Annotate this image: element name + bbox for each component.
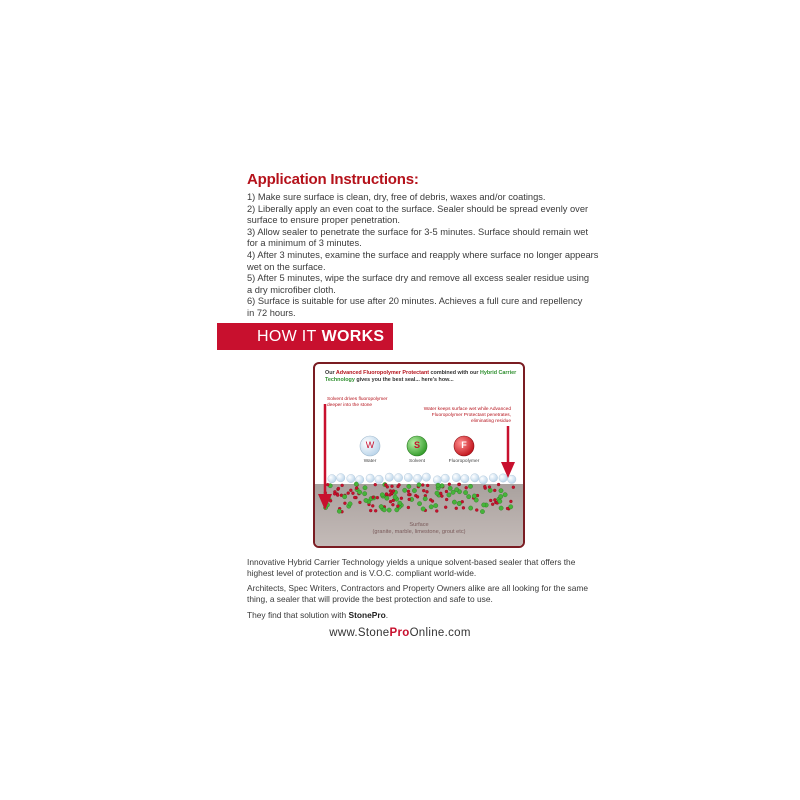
- water-droplet: [328, 474, 336, 482]
- paragraph-technology: Innovative Hybrid Carrier Technology yields a unique solvent-based sealer that offers the highest level of protection and is V.O.C. compliant world-wide.: [247, 557, 576, 578]
- url-part: www.Stone: [329, 627, 390, 639]
- step-line-cont: in 72 hours.: [247, 307, 296, 318]
- solvent-particle: [363, 486, 367, 490]
- step-line: 2) Liberally apply an even coat to the surface. Sealer should be spread evenly over: [247, 203, 589, 214]
- solvent-particle: [354, 482, 358, 486]
- fluoropolymer-particle: [385, 493, 388, 496]
- solvent-particle: [498, 499, 502, 503]
- header-text: Our: [325, 370, 336, 376]
- water-droplet: [337, 474, 345, 482]
- fluoropolymer-particle: [397, 485, 400, 488]
- step-line: 5) After 5 minutes, wipe the surface dry and remove all excess sealer residue using: [247, 273, 590, 284]
- fluoropolymer-particle: [408, 498, 411, 501]
- solvent-particle: [466, 494, 470, 498]
- solvent-particle: [429, 505, 433, 509]
- molecule-letter-f: F: [461, 440, 467, 450]
- solvent-particle: [362, 491, 366, 495]
- fluoropolymer-particle: [509, 500, 512, 503]
- step-line-cont: a dry microfiber cloth.: [247, 284, 336, 295]
- fluoropolymer-particle: [358, 501, 361, 504]
- fluoropolymer-particle: [374, 509, 377, 512]
- solvent-particle: [348, 502, 352, 506]
- step-4: [247, 250, 607, 273]
- solution-suffix: .: [385, 610, 389, 620]
- surface-subtitle: (granite, marble, limestone, grout etc): [372, 529, 466, 535]
- water-droplet: [433, 476, 441, 484]
- solvent-particle: [503, 493, 507, 497]
- fluoropolymer-particle: [396, 505, 399, 508]
- solvent-particle: [488, 488, 492, 492]
- water-droplet: [422, 473, 430, 481]
- solvent-particle: [480, 509, 484, 513]
- fluoropolymer-particle: [384, 483, 387, 486]
- fluoropolymer-particle: [422, 489, 425, 492]
- water-droplet: [452, 473, 460, 481]
- fluoropolymer-particle: [440, 495, 443, 498]
- solvent-particle: [448, 486, 452, 490]
- water-droplet: [471, 474, 479, 482]
- water-droplet: [461, 474, 469, 482]
- water-droplet: [479, 476, 487, 484]
- water-droplet: [508, 475, 516, 483]
- water-droplet: [499, 474, 507, 482]
- label-fluoropolymer: Fluoropolymer: [448, 459, 480, 464]
- fluoropolymer-particle: [425, 490, 428, 493]
- fluoropolymer-particle: [493, 498, 496, 501]
- banner-bold: WORKS: [321, 327, 385, 345]
- fluoropolymer-particle: [416, 495, 419, 498]
- water-droplet: [489, 473, 497, 481]
- paragraph-solution: [247, 610, 592, 621]
- fluoropolymer-particle: [336, 494, 339, 497]
- fluoropolymer-particle: [333, 492, 336, 495]
- fluoropolymer-particle: [391, 503, 394, 506]
- fluoropolymer-particle: [343, 502, 346, 505]
- solvent-particle: [436, 483, 440, 487]
- step-line-cont: surface to ensure proper penetration.: [247, 215, 400, 226]
- website-url[interactable]: [0, 627, 800, 639]
- molecule-letter-w: W: [365, 440, 375, 450]
- surface-title: Surface: [409, 522, 429, 528]
- fluoropolymer-particle: [455, 507, 458, 510]
- fluoropolymer-particle: [369, 509, 372, 512]
- molecule-letter-s: S: [413, 440, 420, 450]
- diagram-illustration: [315, 364, 523, 546]
- step-1: [247, 192, 607, 204]
- fluoropolymer-particle: [407, 493, 410, 496]
- solvent-particle: [412, 488, 416, 492]
- solvent-particle: [358, 490, 362, 494]
- solvent-particle: [463, 490, 467, 494]
- solvent-particle: [393, 495, 397, 499]
- fluoropolymer-particle: [444, 506, 447, 509]
- paragraph-audience: Architects, Spec Writers, Contractors and Property Owners alike are all looking for the same thing, a sealer that will provide the best protection and safe to use.: [247, 583, 589, 604]
- note-water: Water keeps surface wet while Advanced Fluoropolymer Protectant penetrates, eliminating residue: [423, 407, 511, 424]
- fluoropolymer-particle: [421, 483, 424, 486]
- fluoropolymer-particle: [372, 496, 375, 499]
- how-it-works-diagram: [313, 362, 525, 548]
- header-green-text: Hybrid Carrier Technology: [325, 370, 517, 383]
- url-brand-part: Pro: [389, 627, 410, 639]
- fluoropolymer-particle: [371, 504, 374, 507]
- fluoropolymer-particle: [341, 484, 344, 487]
- solvent-particle: [364, 498, 368, 502]
- fluoropolymer-particle: [506, 507, 509, 510]
- fluoropolymer-particle: [329, 499, 332, 502]
- water-droplet: [404, 473, 412, 481]
- note-solvent: Solvent drives fluoropolymer deeper into the stone: [327, 397, 388, 408]
- fluoropolymer-particle: [426, 484, 429, 487]
- fluoropolymer-particle: [431, 500, 434, 503]
- water-droplet: [375, 475, 383, 483]
- fluoropolymer-particle: [465, 486, 468, 489]
- solvent-particle: [468, 484, 472, 488]
- water-droplet: [394, 474, 402, 482]
- step-line-cont: for a minimum of 3 minutes.: [247, 238, 362, 249]
- url-part: Online.com: [409, 627, 471, 639]
- solvent-particle: [402, 488, 406, 492]
- fluoropolymer-particle: [376, 496, 379, 499]
- water-droplet: [441, 474, 449, 482]
- header-red-text: Advanced Fluoropolymer Protectant: [335, 370, 430, 376]
- fluoropolymer-particle: [351, 492, 354, 495]
- step-3: [247, 227, 607, 250]
- fluoropolymer-particle: [457, 483, 460, 486]
- label-water: Water: [363, 459, 377, 464]
- fluoropolymer-particle: [483, 485, 486, 488]
- fluoropolymer-particle: [326, 483, 329, 486]
- fluoropolymer-particle: [349, 489, 352, 492]
- fluoropolymer-particle: [489, 499, 492, 502]
- solvent-particle: [395, 508, 399, 512]
- solvent-particle: [452, 500, 456, 504]
- diagram-header: [325, 370, 517, 384]
- instructions-title: Application Instructions:: [247, 171, 419, 188]
- surface-caption: [315, 522, 523, 536]
- fluoropolymer-particle: [407, 506, 410, 509]
- step-6: [247, 296, 607, 319]
- solvent-particle: [457, 501, 461, 505]
- step-2: [247, 204, 607, 227]
- label-solvent: Solvent: [409, 459, 425, 464]
- fluoropolymer-particle: [392, 490, 395, 493]
- fluoropolymer-particle: [389, 489, 392, 492]
- left-arrow: [318, 404, 332, 510]
- header-text: gives you the best seal... here's how...: [354, 377, 454, 383]
- solvent-particle: [498, 494, 502, 498]
- step-line: 6) Surface is suitable for use after 20 minutes. Achieves a full cure and repellency: [247, 296, 583, 307]
- water-droplet: [413, 474, 421, 482]
- step-line: 1) Make sure surface is clean, dry, free of debris, waxes and/or coatings.: [247, 192, 546, 202]
- fluoropolymer-particle: [391, 485, 394, 488]
- fluoropolymer-particle: [448, 483, 451, 486]
- solvent-particle: [387, 508, 391, 512]
- fluoropolymer-particle: [445, 498, 448, 501]
- fluoropolymer-particle: [388, 493, 391, 496]
- water-droplet: [366, 474, 374, 482]
- step-line: 4) After 3 minutes, examine the surface and reapply where surface no longer appears: [247, 249, 599, 260]
- solvent-particle: [447, 493, 451, 497]
- solvent-particle: [481, 503, 485, 507]
- solvent-particle: [417, 501, 421, 505]
- fluoropolymer-particle: [355, 487, 358, 490]
- water-droplet: [385, 473, 393, 481]
- fluoropolymer-particle: [389, 500, 392, 503]
- fluoropolymer-particle: [445, 490, 448, 493]
- fluoropolymer-particle: [435, 510, 438, 513]
- fluoropolymer-particle: [353, 496, 356, 499]
- fluoropolymer-particle: [374, 483, 377, 486]
- solvent-particle: [472, 494, 476, 498]
- fluoropolymer-particle: [488, 485, 491, 488]
- how-it-works-banner: [217, 323, 393, 350]
- solvent-particle: [451, 490, 455, 494]
- solvent-particle: [423, 497, 427, 501]
- fluoropolymer-particle: [347, 492, 350, 495]
- solution-text: They find that solution with: [247, 610, 349, 620]
- solvent-particle: [380, 493, 384, 497]
- fluoropolymer-particle: [475, 509, 478, 512]
- solvent-particle: [434, 503, 438, 507]
- header-text: combined with our: [429, 370, 480, 376]
- fluoropolymer-particle: [462, 506, 465, 509]
- solvent-particle: [499, 488, 503, 492]
- solvent-particle: [435, 491, 439, 495]
- solvent-particle: [337, 509, 341, 513]
- solvent-particle: [379, 504, 383, 508]
- solvent-particle: [385, 496, 389, 500]
- surface-band: [315, 484, 523, 546]
- banner-prefix: HOW IT: [257, 327, 317, 345]
- instructions-list: [247, 192, 607, 320]
- fluoropolymer-particle: [491, 503, 494, 506]
- fluoropolymer-particle: [407, 490, 410, 493]
- solvent-particle: [499, 506, 503, 510]
- solvent-particle: [468, 506, 472, 510]
- fluoropolymer-particle: [512, 486, 515, 489]
- step-5: [247, 273, 607, 296]
- step-line-cont: wet on the surface.: [247, 261, 326, 272]
- fluoropolymer-particle: [493, 489, 496, 492]
- solvent-particle: [342, 494, 346, 498]
- brand-name: StonePro: [348, 610, 386, 620]
- solvent-particle: [417, 483, 421, 487]
- fluoropolymer-particle: [497, 483, 500, 486]
- fluoropolymer-particle: [337, 487, 340, 490]
- solvent-particle: [407, 484, 411, 488]
- right-arrow: [501, 426, 515, 478]
- fluoropolymer-particle: [400, 497, 403, 500]
- solvent-particle: [421, 507, 425, 511]
- fluoropolymer-particle: [439, 492, 442, 495]
- solvent-particle: [474, 498, 478, 502]
- water-droplet: [347, 474, 355, 482]
- step-line: 3) Allow sealer to penetrate the surface for 3-5 minutes. Surface should remain wet: [247, 226, 589, 237]
